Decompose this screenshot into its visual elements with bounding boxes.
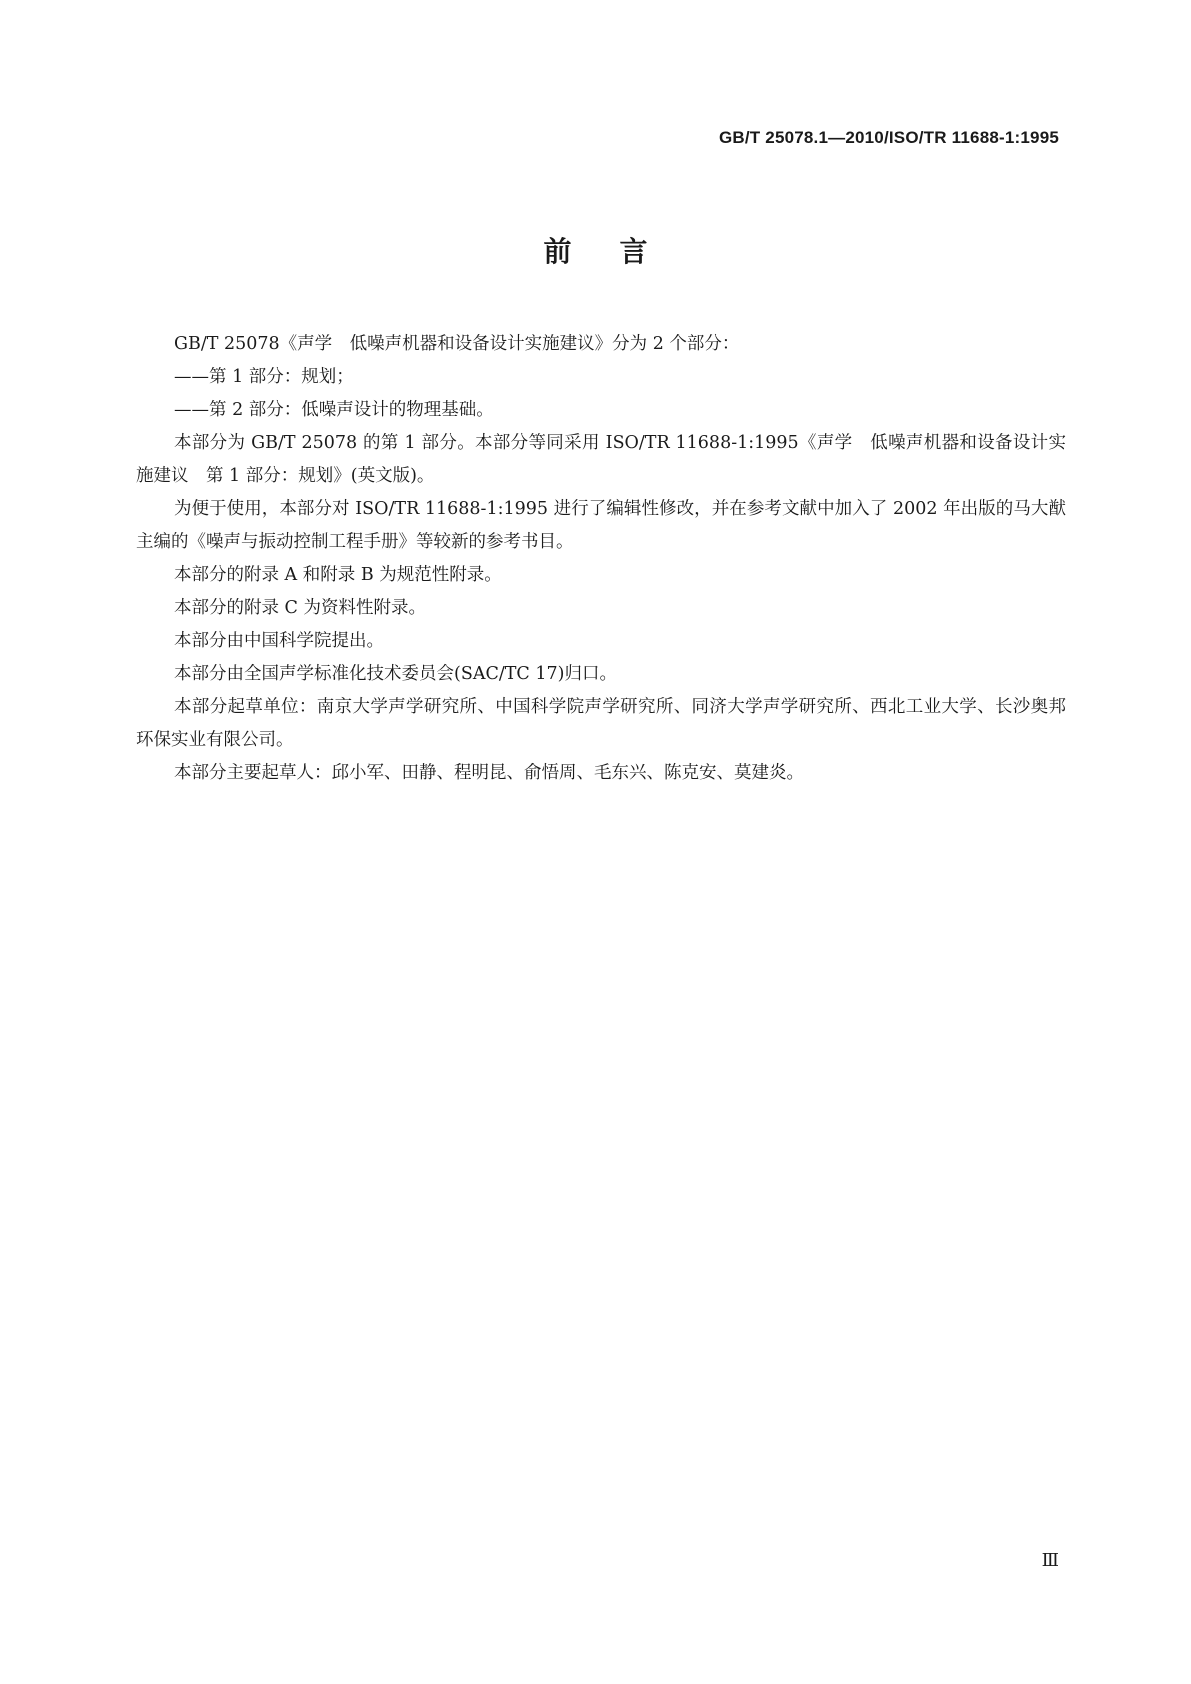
informative-annex-paragraph: 本部分的附录 C 为资料性附录。 [174, 598, 427, 618]
part-list-item-2: ——第 2 部分：低噪声设计的物理基础。 [174, 400, 494, 420]
centralized-by-paragraph: 本部分由全国声学标准化技术委员会(SAC/TC 17)归口。 [174, 664, 617, 684]
standard-number-header: GB/T 25078.1—2010/ISO/TR 11688-1:1995 [718, 128, 1059, 147]
proposed-by-paragraph: 本部分由中国科学院提出。 [174, 631, 384, 651]
page-number: Ⅲ [1041, 1550, 1059, 1570]
editorial-changes-paragraph: 为便于使用，本部分对 ISO/TR 11688-1:1995 进行了编辑性修改，并在参考文献中加入了 2002 年出版的马大猷主编的《噪声与振动控制工程手册》等较新的参考书目。 [136, 499, 1066, 552]
drafters-paragraph: 本部分主要起草人：邱小军、田静、程明昆、俞悟周、毛东兴、陈克安、莫建炎。 [174, 763, 804, 783]
part-list-item-1: ——第 1 部分：规划； [174, 367, 354, 387]
foreword-body [136, 328, 1066, 790]
page-title: 前言 [543, 235, 696, 268]
identical-adoption-paragraph: 本部分为 GB/T 25078 的第 1 部分。本部分等同采用 ISO/TR 11688-1:1995《声学 低噪声机器和设备设计实施建议 第 1 部分：规划》(英文版)。 [136, 433, 1066, 486]
intro-paragraph: GB/T 25078《声学 低噪声机器和设备设计实施建议》分为 2 个部分： [174, 334, 740, 354]
drafting-units-paragraph: 本部分起草单位：南京大学声学研究所、中国科学院声学研究所、同济大学声学研究所、西北工业大学、长沙奥邦环保实业有限公司。 [136, 697, 1066, 750]
normative-annex-paragraph: 本部分的附录 A 和附录 B 为规范性附录。 [174, 565, 502, 585]
